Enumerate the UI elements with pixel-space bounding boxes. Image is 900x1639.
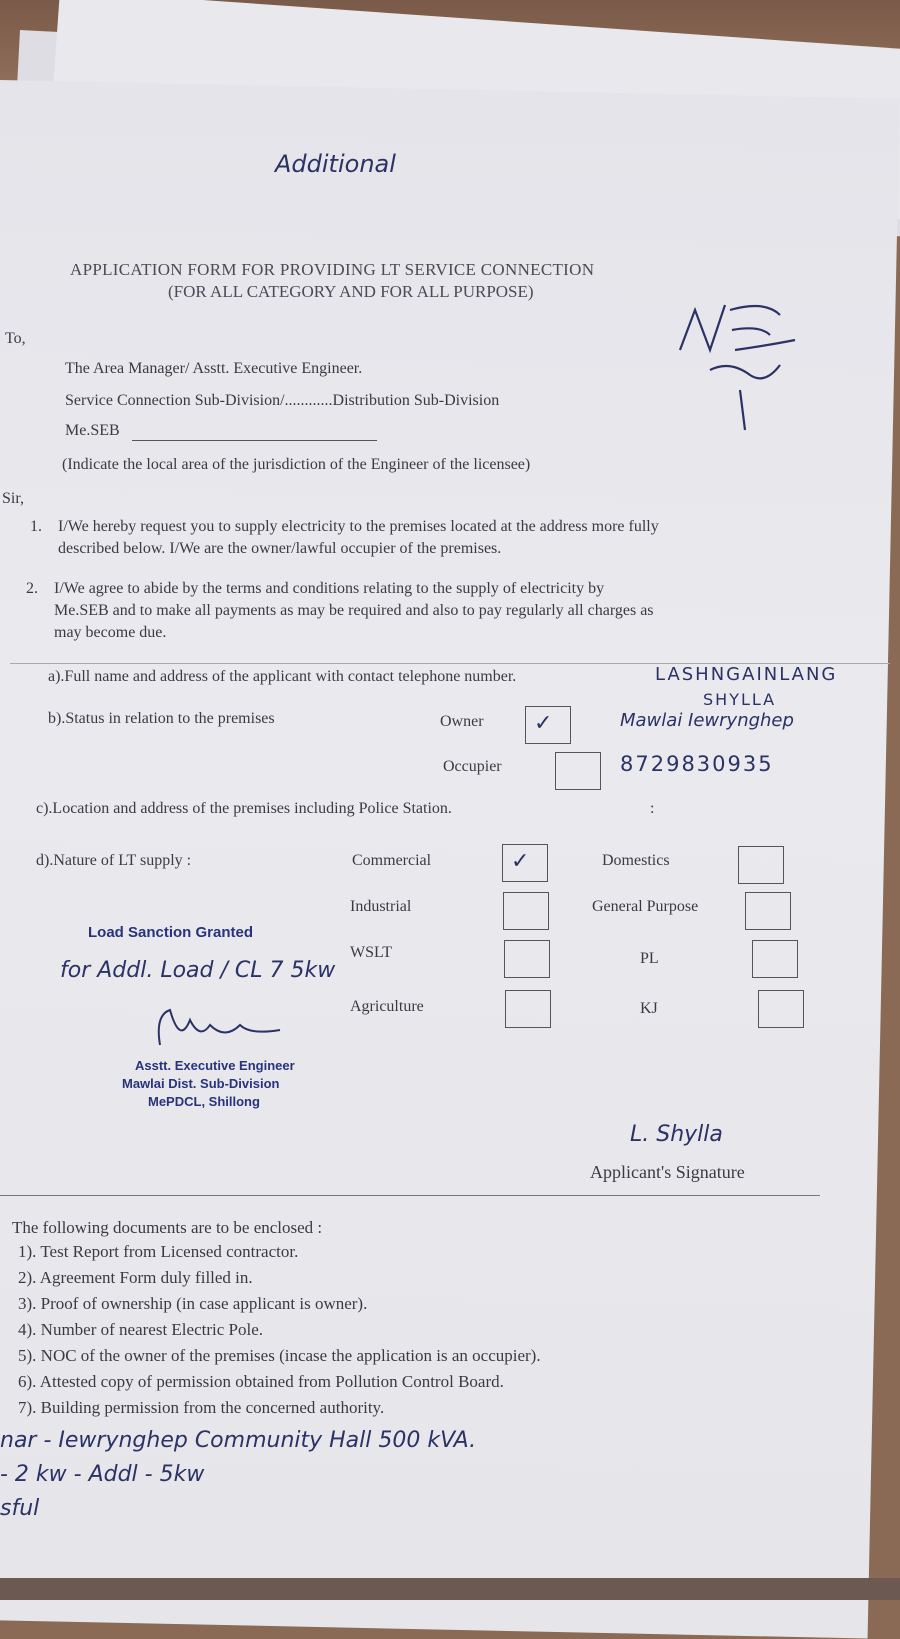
form-title-line2: (FOR ALL CATEGORY AND FOR ALL PURPOSE) bbox=[168, 282, 534, 301]
para2-line2: Me.SEB and to make all payments as may be required and also to pay regularly all charges as bbox=[54, 602, 654, 619]
wslt-checkbox[interactable] bbox=[504, 940, 550, 978]
documents-heading: The following documents are to be enclosed : bbox=[12, 1218, 323, 1237]
field-c-label: c).Location and address of the premises including Police Station. bbox=[36, 800, 452, 817]
stamp-line2: Mawlai Dist. Sub-Division bbox=[122, 1076, 280, 1091]
field-a-label: a).Full name and address of the applicant with contact telephone number. bbox=[48, 668, 517, 685]
commercial-label: Commercial bbox=[352, 852, 432, 869]
domestics-checkbox[interactable] bbox=[738, 846, 784, 884]
stamp-line3: MePDCL, Shillong bbox=[148, 1094, 260, 1109]
domestics-label: Domestics bbox=[602, 852, 670, 869]
kj-label: KJ bbox=[640, 1000, 658, 1017]
document-item: 3). Proof of ownership (in case applicant is owner). bbox=[18, 1294, 368, 1313]
document-item: 5). NOC of the owner of the premises (incase the application is an occupier). bbox=[18, 1346, 541, 1365]
general-purpose-label: General Purpose bbox=[592, 898, 699, 915]
field-d-label: d).Nature of LT supply : bbox=[36, 852, 192, 869]
form-title-line1: APPLICATION FORM FOR PROVIDING LT SERVICE CONNECTION bbox=[70, 260, 595, 279]
para2-line3: may become due. bbox=[54, 624, 167, 641]
para2-number: 2. bbox=[26, 580, 38, 597]
stamp-handwritten: for Addl. Load / CL 7 5kw bbox=[60, 958, 336, 983]
occupier-label: Occupier bbox=[443, 758, 502, 775]
commercial-checkbox[interactable] bbox=[502, 844, 548, 882]
applicant-signature-mark: L. Shylla bbox=[630, 1122, 723, 1147]
check-mark-icon: ✓ bbox=[534, 711, 553, 736]
applicant-name-line2: SHYLLA bbox=[703, 690, 777, 709]
para1-line2: described below. I/We are the owner/lawful occupier of the premises. bbox=[58, 540, 502, 557]
salutation: Sir, bbox=[2, 490, 25, 507]
handwritten-note-line3: sful bbox=[0, 1496, 40, 1521]
document-item: 6). Attested copy of permission obtained from Pollution Control Board. bbox=[18, 1372, 504, 1391]
engineer-signature-mark bbox=[150, 1005, 290, 1055]
applicant-address: Mawlai Iewrynghep bbox=[620, 710, 794, 731]
applicant-signature-label: Applicant's Signature bbox=[590, 1162, 745, 1182]
addressee-line2: Service Connection Sub-Division/............Distribution Sub-Division bbox=[65, 392, 500, 409]
document-item: 4). Number of nearest Electric Pole. bbox=[18, 1320, 263, 1339]
field-c-colon: : bbox=[650, 800, 655, 817]
pl-checkbox[interactable] bbox=[752, 940, 798, 978]
agriculture-label: Agriculture bbox=[350, 998, 424, 1015]
blank-line bbox=[132, 440, 377, 441]
pl-label: PL bbox=[640, 950, 659, 967]
document-item: 2). Agreement Form duly filled in. bbox=[18, 1268, 253, 1287]
handwritten-note-line2: - 2 kw - Addl - 5kw bbox=[0, 1462, 205, 1487]
industrial-checkbox[interactable] bbox=[503, 892, 549, 930]
owner-checkbox[interactable] bbox=[525, 706, 571, 744]
check-mark-icon: ✓ bbox=[511, 849, 530, 874]
agriculture-checkbox[interactable] bbox=[505, 990, 551, 1028]
stamp-line1: Asstt. Executive Engineer bbox=[135, 1058, 295, 1073]
owner-label: Owner bbox=[440, 713, 484, 730]
stamp-heading: Load Sanction Granted bbox=[88, 924, 254, 941]
initials-scribble bbox=[670, 290, 810, 440]
applicant-phone: 8729830935 bbox=[620, 752, 774, 776]
para2-line1: I/We agree to abide by the terms and conditions relating to the supply of electricity by bbox=[54, 580, 605, 597]
para1-line1: I/We hereby request you to supply electricity to the premises located at the address more fully bbox=[58, 518, 659, 535]
document-item: 7). Building permission from the concerned authority. bbox=[18, 1398, 385, 1417]
para1-number: 1. bbox=[30, 518, 42, 535]
document-item: 1). Test Report from Licensed contractor. bbox=[18, 1242, 299, 1261]
general-purpose-checkbox[interactable] bbox=[745, 892, 791, 930]
addressee-line1: The Area Manager/ Asstt. Executive Engineer. bbox=[65, 360, 363, 377]
industrial-label: Industrial bbox=[350, 898, 412, 915]
applicant-name-line1: LASHNGAINLANG bbox=[655, 664, 838, 685]
occupier-checkbox[interactable] bbox=[555, 752, 601, 790]
header-note: Additional bbox=[275, 150, 396, 178]
field-b-label: b).Status in relation to the premises bbox=[48, 710, 275, 727]
handwritten-note-line1: nar - Iewrynghep Community Hall 500 kVA. bbox=[0, 1428, 477, 1453]
divider bbox=[0, 1195, 820, 1196]
wslt-label: WSLT bbox=[350, 944, 393, 961]
addressee-line4: (Indicate the local area of the jurisdiction of the Engineer of the licensee) bbox=[62, 456, 531, 473]
kj-checkbox[interactable] bbox=[758, 990, 804, 1028]
to-label: To, bbox=[5, 330, 26, 347]
addressee-line3: Me.SEB bbox=[65, 422, 120, 439]
